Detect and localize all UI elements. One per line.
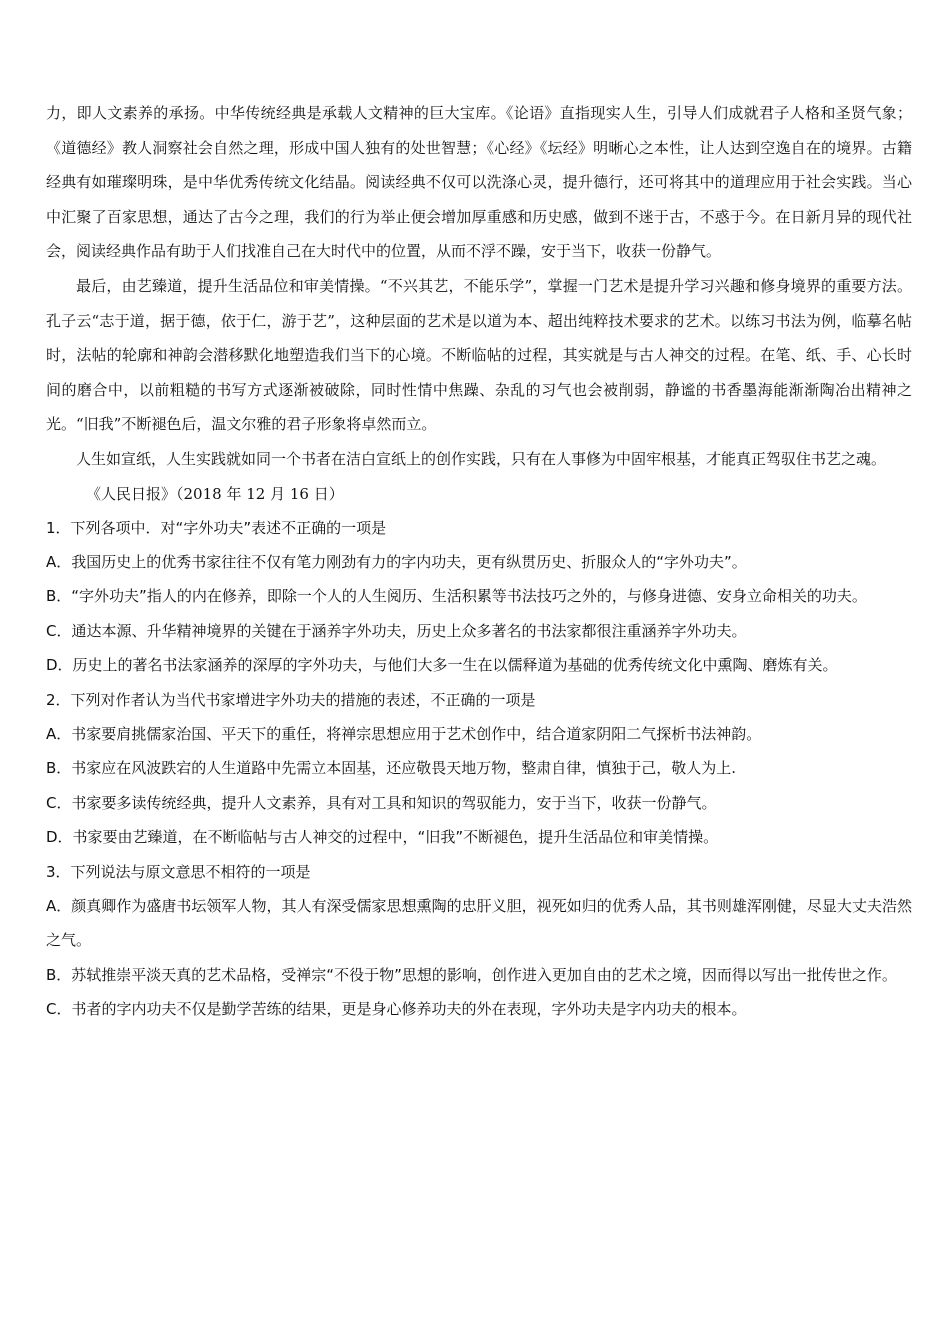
question-option: A．书家要肩挑儒家治国、平天下的重任，将禅宗思想应用于艺术创作中，结合道家阴阳二气探析书法神韵。 [46,724,762,743]
question-option: A．颜真卿作为盛唐书坛领军人物，其人有深受儒家思想熏陶的忠肝义胆，视死如归的优秀人品，其书则雄浑刚健，尽显大丈夫浩然之气。 [46,897,912,950]
question-2 [46,683,912,855]
article-paragraph: 人生如宣纸，人生实践就如同一个书者在洁白宣纸上的创作实践，只有在人事修为中固牢根基，才能真正驾驭住书艺之魂。 [76,449,887,468]
document-page [46,96,912,1027]
question-option: B．书家应在风波跌宕的人生道路中先需立本固基，还应敬畏天地万物，整肃自律，慎独于己，敬人为上. [46,759,737,778]
question-stem: 2．下列对作者认为当代书家增进字外功夫的措施的表述，不正确的一项是 [46,690,536,709]
article-source: 《人民日报》（2018 年 12 月 16 日） [86,484,344,503]
question-option: D．历史上的著名书法家涵养的深厚的字外功夫，与他们大多一生在以儒释道为基础的优秀传统文化中熏陶、磨炼有关。 [46,656,838,675]
question-option: C．书者的字内功夫不仅是勤学苦练的结果，更是身心修养功夫的外在表现，字外功夫是字内功夫的根本。 [46,1000,747,1019]
question-option: D．书家要由艺臻道，在不断临帖与古人神交的过程中，“旧我”不断褪色，提升生活品位和审美情操。 [46,828,719,847]
question-stem: 3．下列说法与原文意思不相符的一项是 [46,862,311,881]
article-paragraph: 力，即人文素养的承扬。中华传统经典是承载人文精神的巨大宝库。《论语》直指现实人生，引导人们成就君子人格和圣贤气象；《道德经》教人洞察社会自然之理，形成中国人独有的处世智慧；《心经》《坛经》明晰心之本性，让人达到空逸自在的境界。古籍经典有如璀璨明珠，是中华优秀传统文化结晶。阅读经典不仅可以洗涤心灵，提升德行，还可将其中的道理应用于社会实践。当心中汇聚了百家思想，通达了古今之理，我们的行为举止便会增加厚重感和历史感，做到不迷于古，不惑于今。在日新月异的现代社会，阅读经典作品有助于人们找准自己在大时代中的位置，从而不浮不躁，安于当下，收获一份静气。 [46,104,912,261]
question-option: A．我国历史上的优秀书家往往不仅有笔力刚劲有力的字内功夫，更有纵贯历史、折服众人的“字外功夫”。 [46,552,747,571]
question-1 [46,511,912,683]
question-option: B．“字外功夫”指人的内在修养，即除一个人的人生阅历、生活积累等书法技巧之外的，与修身进德、安身立命相关的功夫。 [46,587,867,606]
question-stem: 1．下列各项中．对“字外功夫”表述不正确的一项是 [46,518,387,537]
question-3 [46,855,912,1027]
question-option: C．书家要多读传统经典，提升人文素养，具有对工具和知识的驾驭能力，安于当下，收获一份静气。 [46,793,717,812]
question-option: B．苏轼推崇平淡天真的艺术品格，受禅宗“不役于物”思想的影响，创作进入更加自由的艺术之境，因而得以写出一批传世之作。 [46,965,897,984]
question-option: C．通达本源、升华精神境界的关键在于涵养字外功夫，历史上众多著名的书法家都很注重涵养字外功夫。 [46,621,747,640]
article-paragraph: 最后，由艺臻道，提升生活品位和审美情操。“不兴其艺，不能乐学”，掌握一门艺术是提升学习兴趣和修身境界的重要方法。孔子云“志于道，据于德，依于仁，游于艺”，这种层面的艺术是以道为本、超出纯粹技术要求的艺术。以练习书法为例，临摹名帖时，法帖的轮廓和神韵会潜移默化地塑造我们当下的心境。不断临帖的过程，其实就是与古人神交的过程。在笔、纸、手、心长时间的磨合中，以前粗糙的书写方式逐渐被破除，同时性情中焦躁、杂乱的习气也会被削弱，静谧的书香墨海能渐渐陶冶出精神之光。“旧我”不断褪色后，温文尔雅的君子形象将卓然而立。 [46,276,912,434]
